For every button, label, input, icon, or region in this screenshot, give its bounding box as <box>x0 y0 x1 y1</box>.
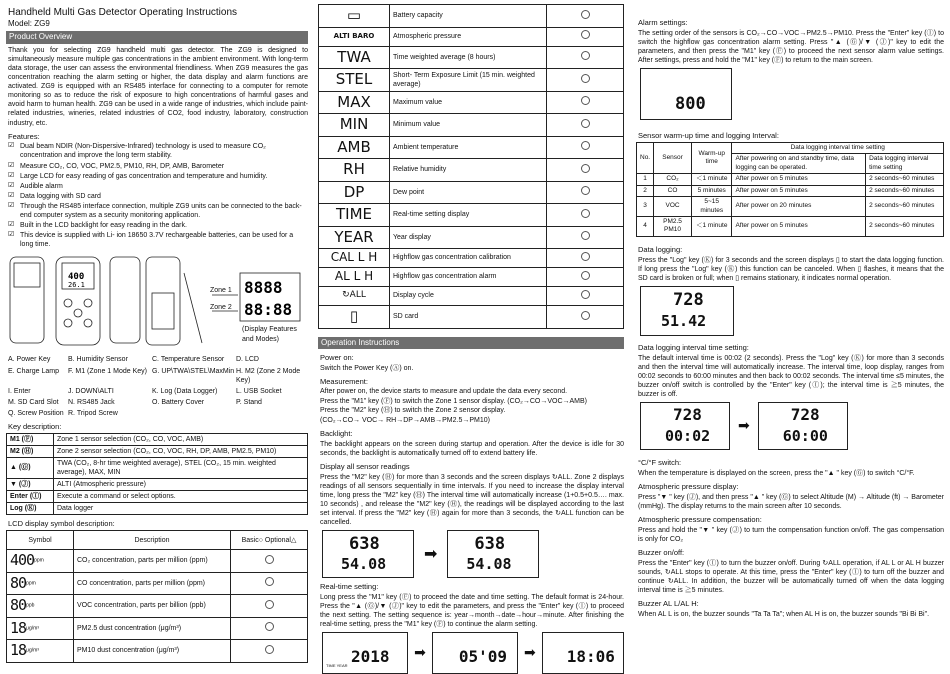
part-label: K. Log (Data Logger) <box>152 387 236 396</box>
table-row <box>319 91 624 114</box>
overview-text: Thank you for selecting ZG9 handheld multi gas detector. The ZG9 is designed to simultaneously measure multiple gas concentrations in the ambient environment. With long-term data storage, the user can assess the environmental friendliness. When ZG9 measures the gas concentration reaching the alarm setting or higher, the data display and alarm functions are activated. ZG9 is equipped with an RS485 interface for connecting to a computer for remote monitoring so as to reduce the risk of exposure to high concentrations of harmful gases and avoid harm to human health. ZG9 can be used in a wide range of industries, which include paint-related industries, wineries, related industries of CO2, food industry, laboratory, construction industry, etc. <box>8 46 308 128</box>
unit: μg/m³ <box>26 648 39 654</box>
col-header: Symbol <box>7 531 74 550</box>
cell: 2 seconds~60 minutes <box>866 197 944 217</box>
key-cell: M2 (Ⓗ) <box>7 445 54 457</box>
desc-cell: Highflow gas concentration calibration <box>390 249 547 268</box>
desc-cell: Data logger <box>54 503 308 515</box>
table-row <box>7 572 308 595</box>
cell: After power on 20 minutes <box>732 197 866 217</box>
part-label: E. Charge Lamp <box>8 367 68 385</box>
symbol-cell: RH <box>319 159 390 182</box>
warmup-table <box>636 142 944 237</box>
circle-icon <box>581 51 590 60</box>
basic-cell <box>231 595 308 618</box>
table-row <box>7 640 308 663</box>
symbol-cell <box>7 595 74 618</box>
cell: After power on 5 minutes <box>732 185 866 196</box>
lcd-screen <box>322 632 408 674</box>
desc-cell: Zone 1 sensor selection (CO₂, CO, VOC, AMB) <box>54 433 308 445</box>
basic-cell <box>231 617 308 640</box>
time-lcd-row <box>322 632 624 674</box>
cell: 2 seconds~60 minutes <box>866 174 944 185</box>
part-label: O. Battery Cover <box>152 398 236 407</box>
symbol-cell: MIN <box>319 114 390 137</box>
lcd-screen <box>542 632 624 674</box>
cell: CO <box>654 185 692 196</box>
desc-cell: ALTI (Atmospheric pressure) <box>54 479 308 491</box>
warmup-heading: Sensor warm-up time and logging Interval: <box>638 131 944 141</box>
cell: 2 <box>637 185 654 196</box>
realtime-text: Long press the "M1" key (Ⓕ) to proceed the date and time setting. The default format is 24-hour. Press the "▲ (Ⓖ)/▼ (Ⓙ)" key to edit the parameters, and press the "Enter" key (Ⓘ) to proceed the next setting. The setting sequence is: year→month→date→hour→minute. After finishing the real-time setting, press the "M1" key (Ⓕ) to continue the alarm setting. <box>320 593 624 629</box>
lcd-screen <box>322 530 414 578</box>
lcd-value: 728 <box>673 289 704 311</box>
lcd-value: 18:06 <box>567 647 615 668</box>
circle-icon <box>581 311 590 320</box>
feature-item: ☑ Dual beam NDIR (Non-Dispersive-Infrared) technology is used to measure CO₂ concentration and improve the long term stability. <box>8 142 308 160</box>
part-label: G. UP\TWA\STEL\MaxMin <box>152 367 236 385</box>
lcd-screen <box>758 402 848 450</box>
backlight-heading: Backlight: <box>320 429 624 439</box>
all-readings-text: Press the "M2" key (Ⓗ) for more than 3 seconds and the screen displays ↻ALL. Zone 2 displays readings of all sensors sequentially in time intervals. If you need to increase the display interval time, long press the "M2" key (Ⓗ) The interval time will automatically increase (1+0.5+0.5…. max. 10 seconds) , and release the "M2" key (Ⓗ), the readings will be displayed according to the last set interval. If press the "M2" key (Ⓗ) again for more than 3 seconds, the ↻ALL function can be cancelled. <box>320 473 624 528</box>
circle-icon <box>265 600 274 609</box>
cell: 2 seconds~60 minutes <box>866 185 944 196</box>
feature-item: ☑ Large LCD for easy reading of gas concentration and temperature and humidity. <box>8 172 308 181</box>
desc-cell: PM2.5 dust concentration (μg/m³) <box>74 617 231 640</box>
table-row <box>319 159 624 182</box>
cell: ＜1 minute <box>691 174 732 185</box>
lcd-value: 05'09 <box>459 647 507 668</box>
basic-cell <box>547 268 624 287</box>
power-text: Switch the Power Key (Ⓐ) on. <box>320 364 624 373</box>
table-row <box>7 457 308 478</box>
desc-cell: Year display <box>390 226 547 249</box>
cell: ＜1 minute <box>691 217 732 237</box>
power-heading: Power on: <box>320 353 624 363</box>
col-header: No. <box>637 142 654 173</box>
lcd-symbol: 80 <box>10 574 26 592</box>
key-heading: Key description: <box>8 422 308 432</box>
svg-text:88:88: 88:88 <box>244 300 292 319</box>
feature-item: ☑ Built in the LCD backlight for easy reading in the dark. <box>8 221 308 230</box>
lcd-value: 00:02 <box>665 427 710 447</box>
lcd-value: 638 <box>349 533 380 555</box>
middle-column <box>318 4 624 656</box>
cell: CO₂ <box>654 174 692 185</box>
desc-cell: VOC concentration, parts per billion (ppb) <box>74 595 231 618</box>
lcd-value: 728 <box>673 405 702 426</box>
symbol-cell: DP <box>319 181 390 204</box>
symbol-cell: AMB <box>319 136 390 159</box>
circle-icon <box>581 290 590 299</box>
basic-cell <box>547 27 624 46</box>
lcd-value: 54.08 <box>341 555 386 575</box>
cell: After power on 5 minutes <box>732 174 866 185</box>
lcd-value: 54.08 <box>466 555 511 575</box>
part-label: P. Stand <box>236 398 310 407</box>
time-label: TIME <box>326 663 336 668</box>
lcd-screen <box>640 68 732 120</box>
table-row <box>637 185 944 196</box>
unit: ppb <box>26 603 34 609</box>
circle-icon <box>265 622 274 631</box>
basic-cell <box>547 287 624 306</box>
table-row <box>7 445 308 457</box>
zone2-label: Zone 2 <box>210 303 232 312</box>
features-heading: Features: <box>8 132 308 142</box>
svg-text:26.1: 26.1 <box>68 281 85 289</box>
logging-heading: Data logging: <box>638 245 944 255</box>
desc-cell: Ambient temperature <box>390 136 547 159</box>
feature-item: ☑ Audible alarm <box>8 182 308 191</box>
cell: 3 <box>637 197 654 217</box>
ops-heading: Operation Instructions <box>318 337 624 349</box>
basic-cell <box>547 226 624 249</box>
unit: ppm <box>34 558 44 564</box>
circle-icon <box>581 252 590 261</box>
table-row <box>319 27 624 46</box>
basic-cell <box>231 550 308 573</box>
lcd-screen <box>640 402 730 450</box>
table-row <box>319 249 624 268</box>
buzzer-al-heading: Buzzer AL L/AL H: <box>638 599 944 609</box>
part-label: D. LCD <box>236 355 310 364</box>
measurement-text-2: Press the "M1" key (Ⓕ) to switch the Zone 1 sensor display. (CO₂→CO→VOC→AMB) <box>320 397 624 406</box>
part-label: F. M1 (Zone 1 Mode Key) <box>68 367 152 385</box>
key-cell: M1 (Ⓕ) <box>7 433 54 445</box>
atm-text: Press "▼ " key (Ⓙ), and then press "▲ " key (Ⓖ) to select Altitude (M) → Altitude (ft) → Barometer (mmHg). The display returns to the main screen after 10 seconds. <box>638 493 944 511</box>
key-cell: Log (Ⓚ) <box>7 503 54 515</box>
part-label: M. SD Card Slot <box>8 398 68 407</box>
left-column <box>6 4 308 656</box>
part-label: L. USB Socket <box>236 387 310 396</box>
table-row <box>7 491 308 503</box>
overview-heading: Product Overview <box>6 31 308 43</box>
part-label: A. Power Key <box>8 355 68 364</box>
basic-cell <box>231 572 308 595</box>
device-illustration <box>6 253 308 353</box>
basic-cell <box>547 136 624 159</box>
zone1-label: Zone 1 <box>210 286 232 295</box>
all-readings-heading: Display all sensor readings <box>320 462 624 472</box>
table-header <box>637 142 944 153</box>
basic-cell <box>547 181 624 204</box>
unit: μg/m³ <box>26 625 39 631</box>
table-row <box>319 114 624 137</box>
desc-cell: Short- Term Exposure Limit (15 min. weighted average) <box>390 69 547 92</box>
year-label: YEAR <box>337 663 348 668</box>
parts-legend <box>8 355 308 418</box>
part-label: B. Humidity Sensor <box>68 355 152 364</box>
lcd-symbol: 18 <box>10 641 26 659</box>
lcd-value: 638 <box>474 533 505 555</box>
symbol-cell: ▭ <box>319 5 390 28</box>
symbol-cell: CAL L H <box>319 249 390 268</box>
desc-cell: Highflow gas concentration alarm <box>390 268 547 287</box>
cycle-icon: ↻ALL <box>319 287 390 306</box>
atm-heading: Atmospheric pressure display: <box>638 482 944 492</box>
basic-cell <box>547 91 624 114</box>
lcd-heading: LCD display symbol description: <box>8 519 308 529</box>
desc-cell: Battery capacity <box>390 5 547 28</box>
circle-icon <box>581 209 590 218</box>
feature-item: ☑ Data logging with SD card <box>8 192 308 201</box>
circle-icon <box>581 186 590 195</box>
part-label: Q. Screw Position <box>8 409 68 418</box>
basic-cell <box>547 46 624 69</box>
table-row <box>7 503 308 515</box>
backlight-text: The backlight appears on the screen during startup and operation. After the device is idle for 30 seconds, the backlight is automatically turned off to extend battery life. <box>320 440 624 458</box>
table-row <box>319 69 624 92</box>
lcd-value: 2018 <box>351 647 390 668</box>
key-cell: Enter (Ⓘ) <box>7 491 54 503</box>
alarm-heading: Alarm settings: <box>638 18 944 28</box>
part-label: H. M2 (Zone 2 Mode Key) <box>236 367 310 385</box>
desc-cell: PM10 dust concentration (μg/m³) <box>74 640 231 663</box>
basic-cell <box>547 114 624 137</box>
cell: 5~15 minutes <box>691 197 732 217</box>
measurement-text-4: (CO₂→CO→ VOC→ RH→DP→AMB→PM2.5→PM10) <box>320 416 624 425</box>
part-label: N. RS485 Jack <box>68 398 152 407</box>
symbol-cell <box>7 640 74 663</box>
desc-cell: CO₂ concentration, parts per million (ppm) <box>74 550 231 573</box>
circle-icon <box>581 271 590 280</box>
table-row <box>319 204 624 227</box>
measurement-heading: Measurement: <box>320 377 624 387</box>
comp-text: Press and hold the "▼ " key (Ⓙ) to turn the compensation function on/off. The gas compensation is only for CO₂ <box>638 526 944 544</box>
cf-heading: °C/°F switch: <box>638 458 944 468</box>
arrow-right-icon: ➡ <box>414 644 426 662</box>
interval-lcd-row <box>640 402 944 450</box>
symbol-cell <box>7 572 74 595</box>
right-column <box>636 4 944 656</box>
lcd-symbol: 400 <box>10 551 34 569</box>
basic-cell <box>547 69 624 92</box>
desc-cell: TWA (CO₂, 8-hr time weighted average), STEL (CO₂, 15 min. weighted average), MAX, MIN <box>54 457 308 478</box>
comp-heading: Atmospheric pressure compensation: <box>638 515 944 525</box>
circle-icon <box>581 10 590 19</box>
table-row <box>7 479 308 491</box>
circle-icon <box>265 577 274 586</box>
symbol-cell: TWA <box>319 46 390 69</box>
symbol-cell <box>7 617 74 640</box>
desc-cell: Display cycle <box>390 287 547 306</box>
lcd-table <box>6 530 308 663</box>
table-row <box>319 226 624 249</box>
lcd-symbol: 18 <box>10 619 26 637</box>
table-row <box>637 197 944 217</box>
table-row <box>319 287 624 306</box>
alarm-text: The setting order of the sensors is CO₂→CO→VOC→PM2.5→PM10. Press the "Enter" key (Ⓘ) to switch the highflow gas concentration alarm setting. Press "▲ (Ⓖ)/▼ (Ⓙ)" key to edit the parameters, and then press the "M1" key (Ⓕ) to proceed the next sensor alarm value settings. After settings, press and hold the "M1" key (Ⓕ) to return to the main screen. <box>638 29 944 65</box>
table-header <box>7 531 308 550</box>
lcd-screen <box>640 286 734 336</box>
measurement-text-1: After power on, the device starts to measure and update the data every second. <box>320 387 624 396</box>
circle-icon <box>581 119 590 128</box>
desc-cell: Maximum value <box>390 91 547 114</box>
part-label: R. Tripod Screw <box>68 409 152 418</box>
display-caption: (Display Features and Modes) <box>242 325 308 343</box>
table-row <box>7 550 308 573</box>
symbol-cell <box>7 550 74 573</box>
buzzer-text: Press the "Enter" key (Ⓘ) to turn the buzzer on/off. During ↻ALL operation, if AL L or AL H buzzer sounds, ↻ALL stops to operate. At this time, press the "Enter" key (Ⓘ) to turn off the buzzer and continue ↻ALL. In addition, the buzzer will be automatically turned off when the data logging interval time is ≧5 minutes. <box>638 559 944 595</box>
basic-cell <box>547 249 624 268</box>
basic-cell <box>231 640 308 663</box>
interval-text: The default interval time is 00:02 (2 seconds). Press the "Log" key (Ⓚ) for more than 3 seconds and then the interval time will automatically increase. The interval time, loop display, ranges from 00:02 seconds to 60:00 minutes and then back to 00:02 seconds. The interval time ≤5 minutes, the buzzer on/off switch is controlled by the "Enter" key (Ⓘ); the interval time is ≧5 minutes, the buzzer is off. <box>638 354 944 399</box>
symbol-cell: YEAR <box>319 226 390 249</box>
desc-cell: CO concentration, parts per million (ppm) <box>74 572 231 595</box>
table-row <box>7 433 308 445</box>
features-list <box>6 142 308 249</box>
arrow-right-icon: ➡ <box>738 417 750 435</box>
col-header: Data logging interval time setting <box>732 142 944 153</box>
table-row <box>319 5 624 28</box>
cell: 1 <box>637 174 654 185</box>
lcd-value: 51.42 <box>661 312 706 332</box>
unit: ppm <box>26 580 36 586</box>
sd-card-icon: ▯ <box>319 306 390 329</box>
desc-cell: Execute a command or select options. <box>54 491 308 503</box>
key-cell: ▲ (Ⓖ) <box>7 457 54 478</box>
logging-text: Press the "Log" key (Ⓚ) for 3 seconds and the screen displays ▯ to start the data logging function. If long press the "Log" key (Ⓚ) this function can be canceled. When ▯ flashes, it means that the SD card is broken or full; when ▯ remains stationary, it indicates normal operation. <box>638 256 944 283</box>
symbol-table <box>318 4 624 329</box>
circle-icon <box>581 141 590 150</box>
feature-item: ☑ Through the RS485 interface connection, multiple ZG9 units can be connected to the back-end computer system as a security monitoring application. <box>8 202 308 220</box>
table-row <box>319 306 624 329</box>
circle-icon <box>581 231 590 240</box>
measurement-text-3: Press the "M2" key (Ⓗ) to switch the Zone 2 sensor display. <box>320 406 624 415</box>
symbol-cell: MAX <box>319 91 390 114</box>
lcd-symbol: 80 <box>10 596 26 614</box>
table-row <box>7 595 308 618</box>
desc-cell: Minimum value <box>390 114 547 137</box>
circle-icon <box>581 96 590 105</box>
cycle-lcd-row <box>322 530 624 578</box>
realtime-heading: Real-time setting: <box>320 582 624 592</box>
desc-cell: Time weighted average (8 hours) <box>390 46 547 69</box>
cell: 2 seconds~60 minutes <box>866 217 944 237</box>
cell: After power on 5 minutes <box>732 217 866 237</box>
cf-text: When the temperature is displayed on the screen, press the "▲ " key (Ⓖ) to switch °C/°F. <box>638 469 944 478</box>
table-row <box>319 181 624 204</box>
desc-cell: Atmospheric pressure <box>390 27 547 46</box>
svg-text:400: 400 <box>68 272 84 282</box>
table-row <box>7 617 308 640</box>
lcd-value: 60:00 <box>783 427 828 447</box>
circle-icon <box>581 30 590 39</box>
buzzer-al-text: When AL L is on, the buzzer sounds "Ta Ta Ta"; when AL H is on, the buzzer sounds "Bi Bi Bi". <box>638 610 944 619</box>
cell: 4 <box>637 217 654 237</box>
lcd-label <box>326 663 348 668</box>
feature-item: ☑ This device is supplied with Li- ion 18650 3.7V rechargeable batteries, can be used for a long time. <box>8 231 308 249</box>
table-row <box>637 217 944 237</box>
col-header: After powering on and standby time, data logging can be operated. <box>732 154 866 174</box>
lcd-value: 728 <box>791 405 820 426</box>
basic-cell <box>547 5 624 28</box>
cell: 5 minutes <box>691 185 732 196</box>
table-row <box>319 46 624 69</box>
col-header: Data logging interval time setting <box>866 154 944 174</box>
col-header: Warm-up time <box>691 142 732 173</box>
table-row <box>319 136 624 159</box>
interval-heading: Data logging interval time setting: <box>638 343 944 353</box>
basic-cell <box>547 159 624 182</box>
desc-cell: Dew point <box>390 181 547 204</box>
col-header: Description <box>74 531 231 550</box>
part-label: I. Enter <box>8 387 68 396</box>
circle-icon <box>265 645 274 654</box>
model-line: Model: ZG9 <box>8 19 308 29</box>
lcd-screen <box>432 632 518 674</box>
feature-item: ☑ Measure CO₂, CO, VOC, PM2.5, PM10, RH, DP, AMB, Barometer <box>8 162 308 171</box>
key-cell: ▼ (Ⓙ) <box>7 479 54 491</box>
col-header: Sensor <box>654 142 692 173</box>
circle-icon <box>581 164 590 173</box>
lcd-value: 800 <box>675 93 706 115</box>
symbol-cell: TIME <box>319 204 390 227</box>
desc-cell: Real-time setting display <box>390 204 547 227</box>
table-row <box>319 268 624 287</box>
cell: PM2.5 PM10 <box>654 217 692 237</box>
symbol-cell: AL L H <box>319 268 390 287</box>
table-row <box>637 174 944 185</box>
basic-cell <box>547 204 624 227</box>
col-header: Basic○ Optional△ <box>231 531 308 550</box>
part-label: C. Temperature Sensor <box>152 355 236 364</box>
cell: VOC <box>654 197 692 217</box>
circle-icon <box>581 74 590 83</box>
symbol-cell: STEL <box>319 69 390 92</box>
desc-cell: Relative humidity <box>390 159 547 182</box>
arrow-right-icon: ➡ <box>424 544 437 565</box>
symbol-cell: ALTI BARO <box>319 27 390 46</box>
buzzer-heading: Buzzer on/off: <box>638 548 944 558</box>
desc-cell: SD card <box>390 306 547 329</box>
basic-cell <box>547 306 624 329</box>
desc-cell: Zone 2 sensor selection (CO₂, CO, VOC, RH, DP, AMB, PM2.5, PM10) <box>54 445 308 457</box>
doc-title: Handheld Multi Gas Detector Operating Instructions <box>8 6 308 19</box>
part-label: J. DOWN\ALTI <box>68 387 152 396</box>
arrow-right-icon: ➡ <box>524 644 536 662</box>
circle-icon <box>265 555 274 564</box>
svg-text:8888: 8888 <box>244 278 283 297</box>
lcd-screen <box>447 530 539 578</box>
key-table <box>6 433 308 516</box>
